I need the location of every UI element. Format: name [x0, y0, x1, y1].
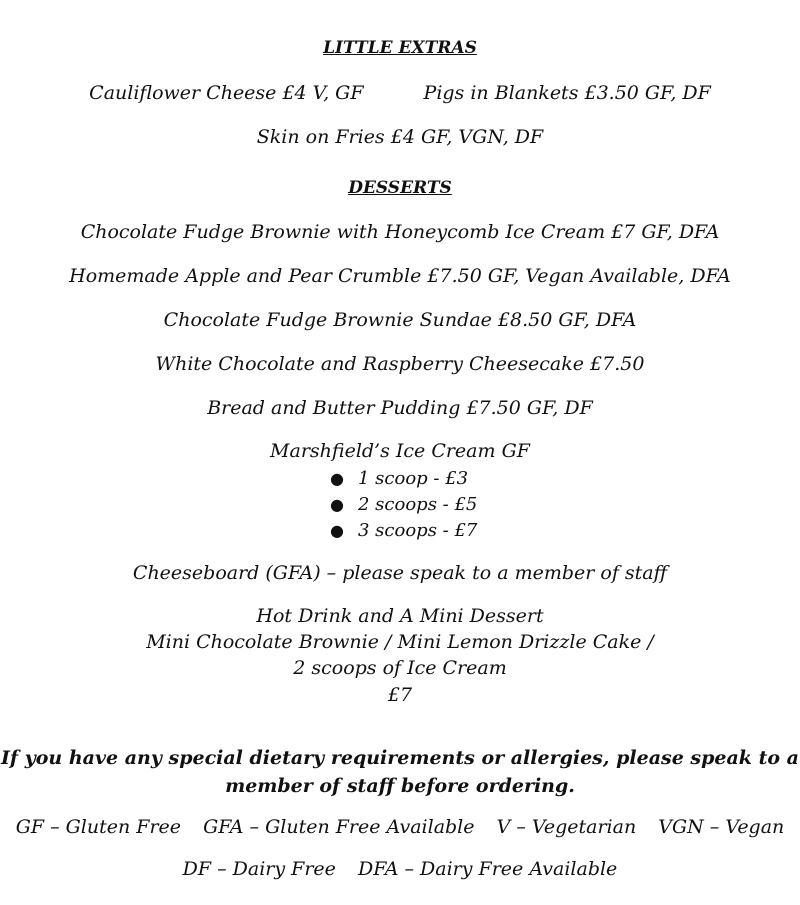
menu-item-brownie-sundae: Chocolate Fudge Brownie Sundae £8.50 GF, DFA: [163, 309, 637, 331]
key-gluten-free-available: GFA – Gluten Free Available: [203, 816, 475, 838]
combo-line-2: 2 scoops of Ice Cream: [293, 657, 507, 679]
ice-cream-title: Marshfield’s Ice Cream GF: [270, 440, 530, 462]
dietary-key-row-1: [0, 816, 800, 838]
menu-item-cauliflower-cheese: Cauliflower Cheese £4 V, GF: [89, 82, 364, 104]
menu-item-cheeseboard: Cheeseboard (GFA) – please speak to a member of staff: [132, 562, 668, 584]
ice-cream-option-label: 1 scoop - £3: [358, 468, 469, 489]
desserts-heading: DESSERTS: [348, 178, 452, 198]
ice-cream-option-label: 3 scoops - £7: [358, 520, 478, 541]
combo-line-1: Mini Chocolate Brownie / Mini Lemon Drizzle Cake /: [146, 631, 654, 653]
list-item: [330, 492, 477, 518]
key-vegetarian: V – Vegetarian: [496, 816, 637, 838]
key-vegan: VGN – Vegan: [658, 816, 785, 838]
key-dairy-free: DF – Dairy Free: [182, 858, 336, 880]
dietary-notice-line-2: member of staff before ordering.: [225, 775, 575, 797]
menu-item-pigs-in-blankets: Pigs in Blankets £3.50 GF, DF: [423, 82, 711, 104]
key-gluten-free: GF – Gluten Free: [15, 816, 182, 838]
dietary-key-row-2: [0, 858, 800, 880]
ice-cream-option-label: 2 scoops - £5: [358, 494, 478, 515]
little-extras-row-1: [0, 82, 800, 104]
key-dairy-free-available: DFA – Dairy Free Available: [357, 858, 618, 880]
menu-item-brownie-honeycomb: Chocolate Fudge Brownie with Honeycomb Ice Cream £7 GF, DFA: [80, 221, 720, 243]
combo-price: £7: [387, 684, 413, 706]
bullet-icon: ●: [330, 521, 344, 540]
menu-item-skin-on-fries: Skin on Fries £4 GF, VGN, DF: [256, 126, 544, 148]
menu-item-apple-pear-crumble: Homemade Apple and Pear Crumble £7.50 GF, Vegan Available, DFA: [69, 265, 731, 287]
bullet-icon: ●: [330, 495, 344, 514]
dietary-notice-line-1: If you have any special dietary requirements or allergies, please speak to a: [1, 747, 799, 769]
dietary-notice: [0, 744, 800, 800]
ice-cream-options: [330, 466, 477, 544]
menu-item-cheesecake: White Chocolate and Raspberry Cheesecake £7.50: [155, 353, 645, 375]
combo-title: Hot Drink and A Mini Dessert: [256, 605, 544, 627]
menu-item-bread-butter-pudding: Bread and Butter Pudding £7.50 GF, DF: [207, 397, 593, 419]
little-extras-heading: LITTLE EXTRAS: [323, 38, 477, 58]
list-item: [330, 466, 477, 492]
list-item: [330, 518, 477, 544]
bullet-icon: ●: [330, 469, 344, 488]
